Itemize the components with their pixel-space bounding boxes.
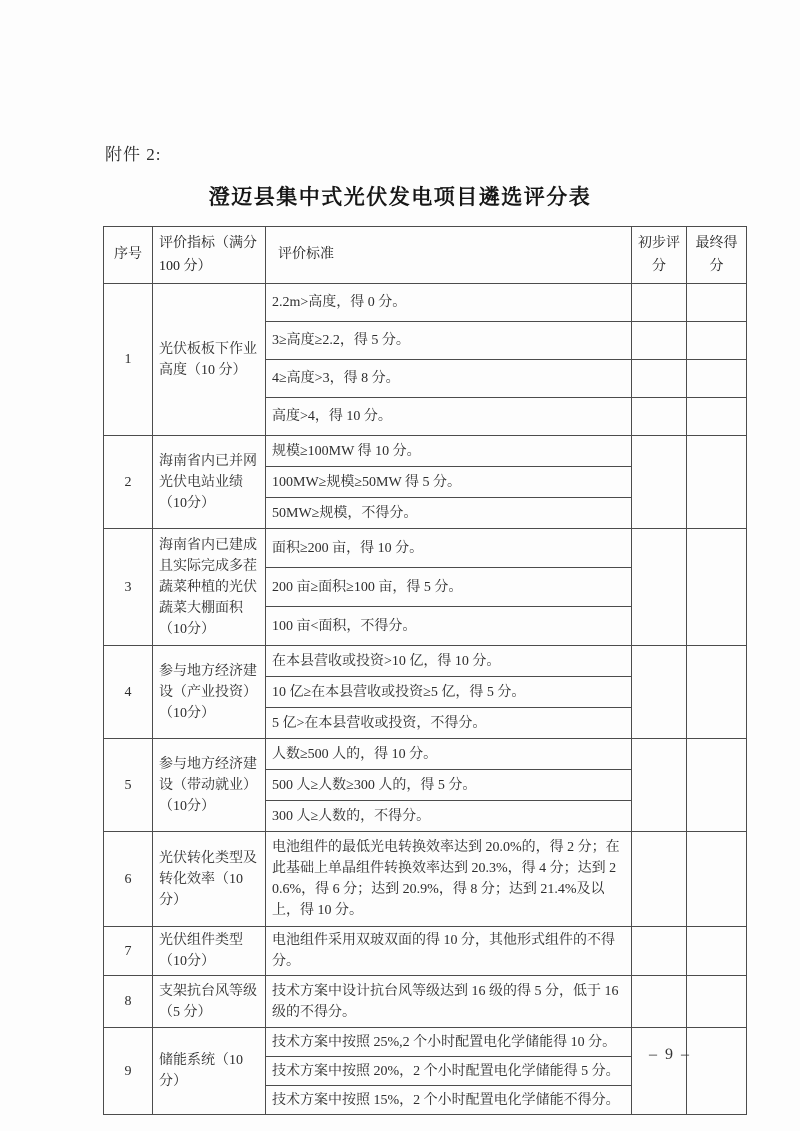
criteria-cell: 3≥高度≥2.2，得 5 分。 <box>266 322 632 360</box>
row-number: 2 <box>104 436 153 529</box>
criteria-cell: 100MW≥规模≥50MW 得 5 分。 <box>266 467 632 498</box>
preliminary-score-cell <box>632 322 687 360</box>
criteria-cell: 技术方案中按照 20%，2 个小时配置电化学储能得 5 分。 <box>266 1057 632 1086</box>
row-number: 8 <box>104 976 153 1028</box>
column-header-preliminary-score: 初步评分 <box>632 227 687 284</box>
criteria-cell: 300 人≥人数的，不得分。 <box>266 801 632 832</box>
indicator-cell: 海南省内已并网光伏电站业绩（10分） <box>153 436 266 529</box>
final-score-cell <box>687 436 747 529</box>
preliminary-score-cell <box>632 1028 687 1115</box>
indicator-cell: 海南省内已建成且实际完成多茬蔬菜种植的光伏蔬菜大棚面积（10分） <box>153 529 266 646</box>
table-row <box>104 927 747 976</box>
preliminary-score-cell <box>632 529 687 646</box>
criteria-cell: 电池组件的最低光电转换效率达到 20.0%的，得 2 分；在此基础上单晶组件转换效率达到 20.3%，得 4 分；达到 20.6%，得 6 分；达到 20.9%，得 8 分；达到 21.4%及以上，得 10 分。 <box>266 832 632 927</box>
criteria-cell: 5 亿>在本县营收或投资，不得分。 <box>266 708 632 739</box>
final-score-cell <box>687 284 747 322</box>
preliminary-score-cell <box>632 284 687 322</box>
column-header-no: 序号 <box>104 227 153 284</box>
row-number: 1 <box>104 284 153 436</box>
criteria-cell: 高度>4，得 10 分。 <box>266 398 632 436</box>
final-score-cell <box>687 739 747 832</box>
criteria-cell: 200 亩≥面积≥100 亩，得 5 分。 <box>266 568 632 607</box>
column-header-final-score: 最终得分 <box>687 227 747 284</box>
criteria-cell: 规模≥100MW 得 10 分。 <box>266 436 632 467</box>
preliminary-score-cell <box>632 436 687 529</box>
indicator-cell: 光伏板板下作业高度（10 分） <box>153 284 266 436</box>
column-header-indicator: 评价指标（满分 100 分） <box>153 227 266 284</box>
criteria-cell: 技术方案中按照 15%，2 个小时配置电化学储能不得分。 <box>266 1086 632 1115</box>
page-number: – 9 – <box>649 1046 691 1063</box>
final-score-cell <box>687 1028 747 1115</box>
preliminary-score-cell <box>632 398 687 436</box>
attachment-label: 附件 2: <box>105 145 162 164</box>
table-row <box>104 529 747 568</box>
indicator-cell: 储能系统（10 分） <box>153 1028 266 1115</box>
indicator-cell: 光伏转化类型及转化效率（10 分） <box>153 832 266 927</box>
criteria-cell: 人数≥500 人的，得 10 分。 <box>266 739 632 770</box>
preliminary-score-cell <box>632 739 687 832</box>
criteria-cell: 500 人≥人数≥300 人的，得 5 分。 <box>266 770 632 801</box>
preliminary-score-cell <box>632 832 687 927</box>
final-score-cell <box>687 646 747 739</box>
criteria-cell: 2.2m>高度，得 0 分。 <box>266 284 632 322</box>
row-number: 7 <box>104 927 153 976</box>
preliminary-score-cell <box>632 360 687 398</box>
indicator-cell: 光伏组件类型（10分） <box>153 927 266 976</box>
criteria-cell: 在本县营收或投资>10 亿，得 10 分。 <box>266 646 632 677</box>
scoring-table <box>103 226 747 1115</box>
table-row <box>104 284 747 322</box>
criteria-cell: 电池组件采用双玻双面的得 10 分，其他形式组件的不得分。 <box>266 927 632 976</box>
row-number: 6 <box>104 832 153 927</box>
column-header-criteria: 评价标准 <box>266 227 632 284</box>
table-row <box>104 646 747 677</box>
criteria-cell: 技术方案中按照 25%,2 个小时配置电化学储能得 10 分。 <box>266 1028 632 1057</box>
table-header-row <box>104 227 747 284</box>
final-score-cell <box>687 322 747 360</box>
table-row <box>104 832 747 927</box>
final-score-cell <box>687 360 747 398</box>
criteria-cell: 技术方案中设计抗台风等级达到 16 级的得 5 分，低于 16 级的不得分。 <box>266 976 632 1028</box>
row-number: 4 <box>104 646 153 739</box>
preliminary-score-cell <box>632 646 687 739</box>
indicator-cell: 支架抗台风等级（5 分） <box>153 976 266 1028</box>
row-number: 3 <box>104 529 153 646</box>
criteria-cell: 4≥高度>3，得 8 分。 <box>266 360 632 398</box>
criteria-cell: 面积≥200 亩，得 10 分。 <box>266 529 632 568</box>
table-row <box>104 739 747 770</box>
final-score-cell <box>687 927 747 976</box>
indicator-cell: 参与地方经济建设（产业投资）（10分） <box>153 646 266 739</box>
table-row <box>104 976 747 1028</box>
criteria-cell: 10 亿≥在本县营收或投资≥5 亿，得 5 分。 <box>266 677 632 708</box>
table-row <box>104 436 747 467</box>
row-number: 9 <box>104 1028 153 1115</box>
row-number: 5 <box>104 739 153 832</box>
final-score-cell <box>687 398 747 436</box>
final-score-cell <box>687 832 747 927</box>
final-score-cell <box>687 976 747 1028</box>
preliminary-score-cell <box>632 927 687 976</box>
final-score-cell <box>687 529 747 646</box>
criteria-cell: 50MW≥规模，不得分。 <box>266 498 632 529</box>
preliminary-score-cell <box>632 976 687 1028</box>
page-title: 澄迈县集中式光伏发电项目遴选评分表 <box>208 185 592 209</box>
criteria-cell: 100 亩<面积，不得分。 <box>266 607 632 646</box>
indicator-cell: 参与地方经济建设（带动就业）（10分） <box>153 739 266 832</box>
